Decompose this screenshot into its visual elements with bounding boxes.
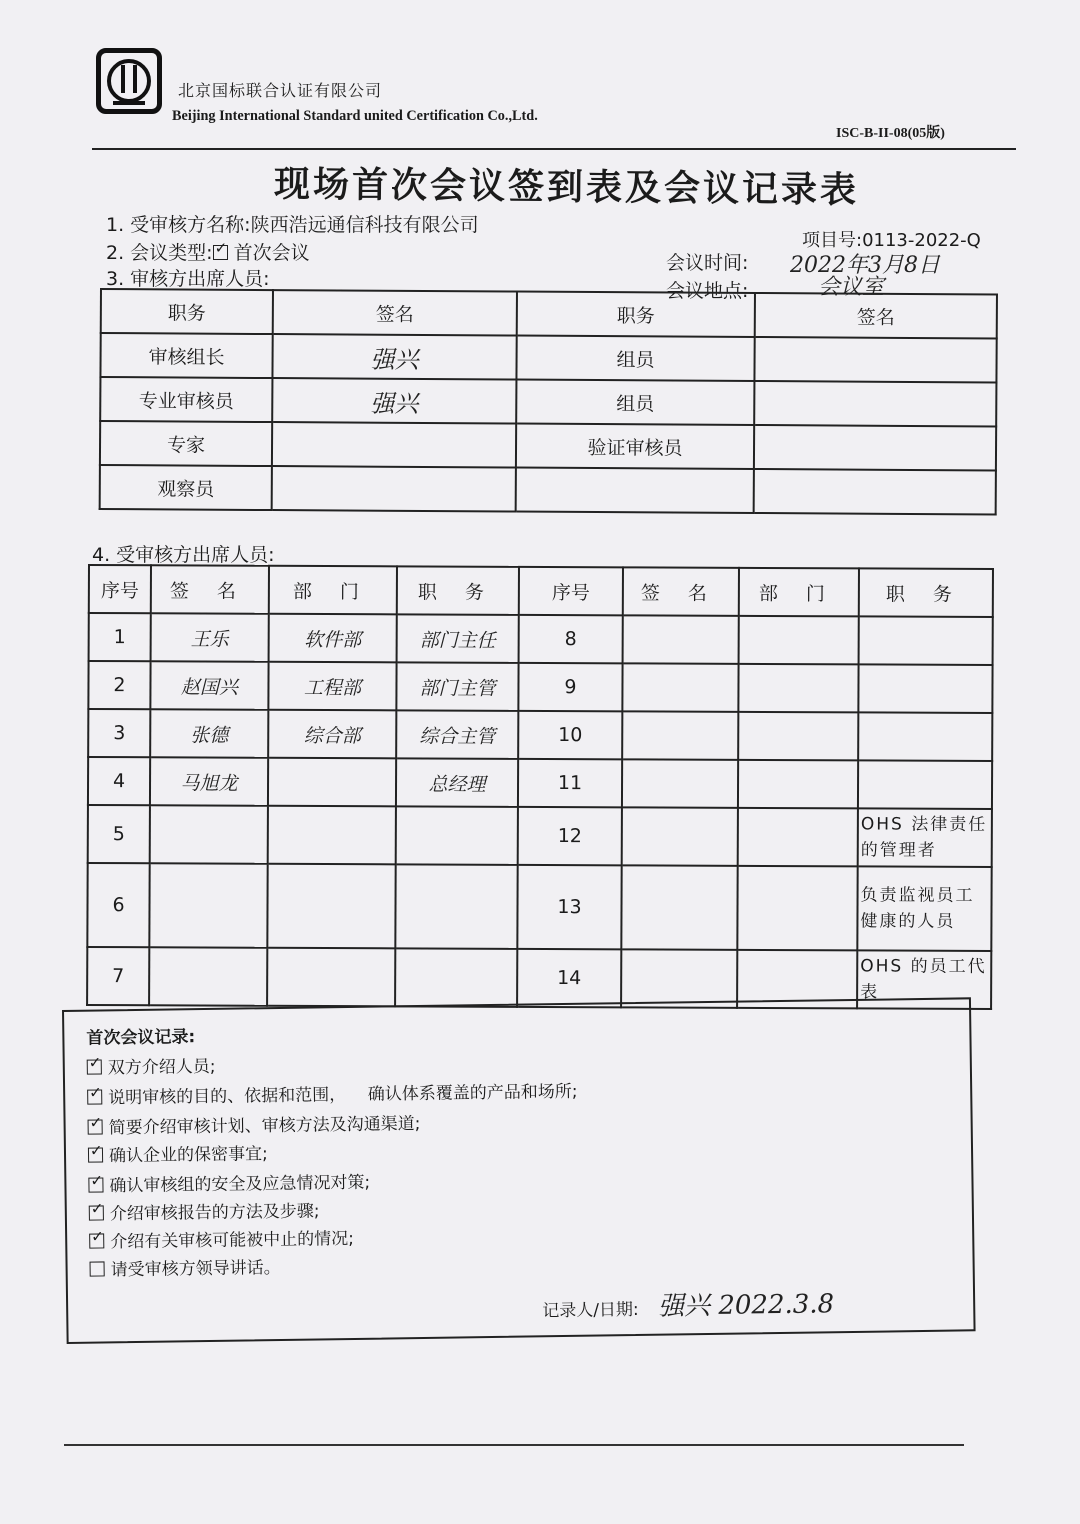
role-cell: 组员 — [516, 380, 754, 425]
department-cell — [267, 948, 395, 1007]
meeting-record-box — [62, 997, 976, 1344]
recorder-label: 记录人/日期: — [542, 1299, 639, 1322]
row-number: 9 — [518, 663, 622, 711]
company-logo — [96, 48, 162, 114]
meeting-time-value: 2022年3月8日 — [790, 253, 940, 278]
auditee-attendees-label: 4. 受审核方出席人员: — [92, 544, 275, 566]
header-cell: 职务 — [859, 568, 993, 617]
table-row — [88, 709, 992, 761]
department-cell: 综合部 — [268, 710, 396, 759]
auditee-name-row — [106, 210, 479, 237]
row-number: 8 — [519, 615, 623, 663]
signature-cell: 强兴 — [272, 378, 516, 423]
meeting-type-label: 2. 会议类型: — [106, 242, 213, 264]
role-cell: 专家 — [100, 421, 272, 466]
auditor-attendees-label: 3. 审核方出席人员: — [106, 268, 270, 290]
table-row — [87, 863, 991, 951]
auditee-name-label: 1. 受审核方名称: — [106, 214, 251, 236]
record-item-text: 请受审核方领导讲话。 — [110, 1257, 281, 1281]
role-cell: 组员 — [516, 336, 754, 381]
department-cell — [268, 758, 396, 807]
position-cell — [859, 616, 993, 665]
signature-cell: 强兴 — [272, 334, 516, 379]
signature-cell — [272, 422, 516, 467]
record-item — [89, 1196, 320, 1224]
department-cell: 软件部 — [269, 614, 397, 663]
role-cell: 审核组长 — [100, 333, 272, 378]
signature-cell — [754, 469, 996, 514]
auditor-table — [99, 288, 998, 515]
signature-cell — [272, 466, 516, 511]
footer-divider — [64, 1444, 964, 1446]
header-cell: 序号 — [519, 567, 623, 615]
role-cell: 专业审核员 — [100, 377, 272, 422]
department-cell — [738, 808, 858, 867]
meeting-time-label: 会议时间: — [666, 252, 749, 274]
row-number: 12 — [518, 807, 622, 865]
position-cell — [395, 864, 517, 949]
project-number: 项目号:0113-2022-Q — [802, 230, 981, 251]
record-item-text: 介绍审核报告的方法及步骤; — [109, 1201, 320, 1225]
position-cell: 总经理 — [396, 758, 518, 807]
record-item — [89, 1253, 280, 1281]
company-name-cn: 北京国标联合认证有限公司 — [178, 81, 383, 100]
company-name-en: Beijing International Standard united Certification Co.,Ltd. — [172, 108, 538, 124]
checkbox-icon — [88, 1119, 103, 1134]
record-item-text: 确认企业的保密事宜; — [108, 1144, 268, 1167]
department-cell — [267, 864, 395, 949]
position-cell: 综合主管 — [396, 710, 518, 759]
checkbox-icon — [87, 1059, 102, 1074]
row-number: 2 — [88, 661, 150, 709]
meeting-type-row — [106, 238, 310, 265]
header-cell: 签名 — [151, 565, 269, 614]
checkbox-icon — [87, 1089, 102, 1104]
signature-cell — [622, 663, 738, 712]
signature-cell — [622, 711, 738, 760]
signature-cell: 赵国兴 — [150, 661, 268, 710]
signature-cell: 张德 — [150, 709, 268, 758]
table-row — [88, 805, 992, 867]
page-title: 现场首次会议签到表及会议记录表 — [273, 164, 860, 212]
header-cell: 部门 — [269, 566, 397, 615]
table-row — [89, 613, 993, 665]
record-item — [88, 1168, 370, 1197]
record-item — [87, 1109, 420, 1139]
record-item-text: 介绍有关审核可能被中止的情况; — [110, 1228, 355, 1253]
signature-cell — [622, 807, 738, 866]
table-row — [100, 333, 996, 382]
auditee-table — [86, 564, 994, 1010]
header-cell: 职务 — [101, 289, 273, 334]
checkbox-icon — [89, 1233, 104, 1248]
checkbox-icon — [213, 245, 228, 260]
signature-cell — [149, 863, 267, 948]
signature-cell — [150, 805, 268, 864]
department-cell: 工程部 — [268, 662, 396, 711]
header-cell: 序号 — [89, 565, 151, 613]
row-number: 6 — [87, 863, 149, 947]
role-cell: 验证审核员 — [516, 424, 754, 469]
record-item — [87, 1052, 216, 1079]
row-number: 7 — [87, 947, 149, 1005]
position-cell — [395, 948, 517, 1007]
department-cell — [738, 760, 858, 809]
role-cell — [516, 468, 754, 513]
signature-cell — [754, 337, 996, 382]
department-cell — [737, 866, 857, 951]
row-number: 5 — [88, 805, 150, 863]
signature-cell — [754, 425, 996, 470]
record-item — [89, 1224, 354, 1253]
department-cell — [738, 712, 858, 761]
header-cell: 签名 — [623, 567, 739, 616]
signature-cell — [149, 947, 267, 1006]
record-item — [87, 1077, 578, 1109]
row-number: 3 — [88, 709, 150, 757]
role-cell: 观察员 — [100, 465, 272, 510]
position-cell: 负责监视员工健康的人员 — [857, 866, 991, 951]
record-item — [88, 1139, 268, 1167]
table-header-row — [89, 565, 993, 617]
record-item-text: 双方介绍人员; — [107, 1056, 216, 1079]
signature-cell — [621, 865, 737, 950]
meeting-type-value: 首次会议 — [233, 242, 310, 264]
table-row — [88, 661, 992, 713]
table-row — [100, 377, 996, 426]
auditee-name-value: 陕西浩远通信科技有限公司 — [250, 214, 479, 236]
position-cell — [396, 806, 518, 865]
checkbox-icon — [90, 1261, 105, 1276]
table-row — [100, 465, 996, 514]
row-number: 4 — [88, 757, 150, 805]
checkbox-icon — [89, 1205, 104, 1220]
position-cell: OHS 的员工代表 — [857, 950, 991, 1009]
row-number: 13 — [517, 865, 621, 949]
department-cell — [268, 806, 396, 865]
signature-cell: 王乐 — [151, 613, 269, 662]
meeting-place-value: 会议室 — [818, 275, 885, 300]
table-row — [100, 421, 996, 470]
position-cell — [858, 712, 992, 761]
signature-cell — [623, 615, 739, 664]
document-number: ISC-B-II-08(05版) — [836, 126, 945, 141]
logo-icon — [101, 53, 157, 109]
table-row — [88, 757, 992, 809]
header-cell: 职务 — [517, 292, 755, 337]
checkbox-icon — [88, 1177, 103, 1192]
position-cell: 部门主管 — [396, 662, 518, 711]
signature-cell — [754, 381, 996, 426]
signature-cell — [621, 949, 737, 1008]
recorder-row — [542, 1283, 834, 1324]
department-cell — [739, 616, 859, 665]
record-item-text: 简要介绍审核计划、审核方法及沟通渠道; — [108, 1114, 421, 1139]
position-cell — [858, 760, 992, 809]
row-number: 11 — [518, 759, 622, 807]
recorder-value: 强兴 2022.3.8 — [657, 1289, 835, 1322]
header-cell: 部门 — [739, 568, 859, 617]
position-cell: OHS 法律责任的管理者 — [858, 808, 992, 867]
checkbox-icon — [88, 1147, 103, 1162]
department-cell — [738, 664, 858, 713]
table-header-row — [101, 289, 997, 338]
header-cell: 签名 — [273, 290, 517, 335]
record-item-text: 说明审核的目的、依据和范围， 确认体系覆盖的产品和场所; — [108, 1081, 578, 1109]
header-cell: 签名 — [755, 293, 997, 338]
position-cell — [858, 664, 992, 713]
signature-cell: 马旭龙 — [150, 757, 268, 806]
row-number: 10 — [518, 711, 622, 759]
row-number: 1 — [89, 613, 151, 661]
record-item-text: 确认审核组的安全及应急情况对策; — [109, 1172, 371, 1197]
signature-cell — [622, 759, 738, 808]
header-divider — [92, 148, 1016, 150]
position-cell: 部门主任 — [397, 614, 519, 663]
header-cell: 职务 — [397, 566, 519, 615]
row-number: 14 — [517, 949, 621, 1007]
record-heading: 首次会议记录: — [86, 1027, 196, 1049]
meeting-place-label: 会议地点: — [666, 280, 749, 302]
